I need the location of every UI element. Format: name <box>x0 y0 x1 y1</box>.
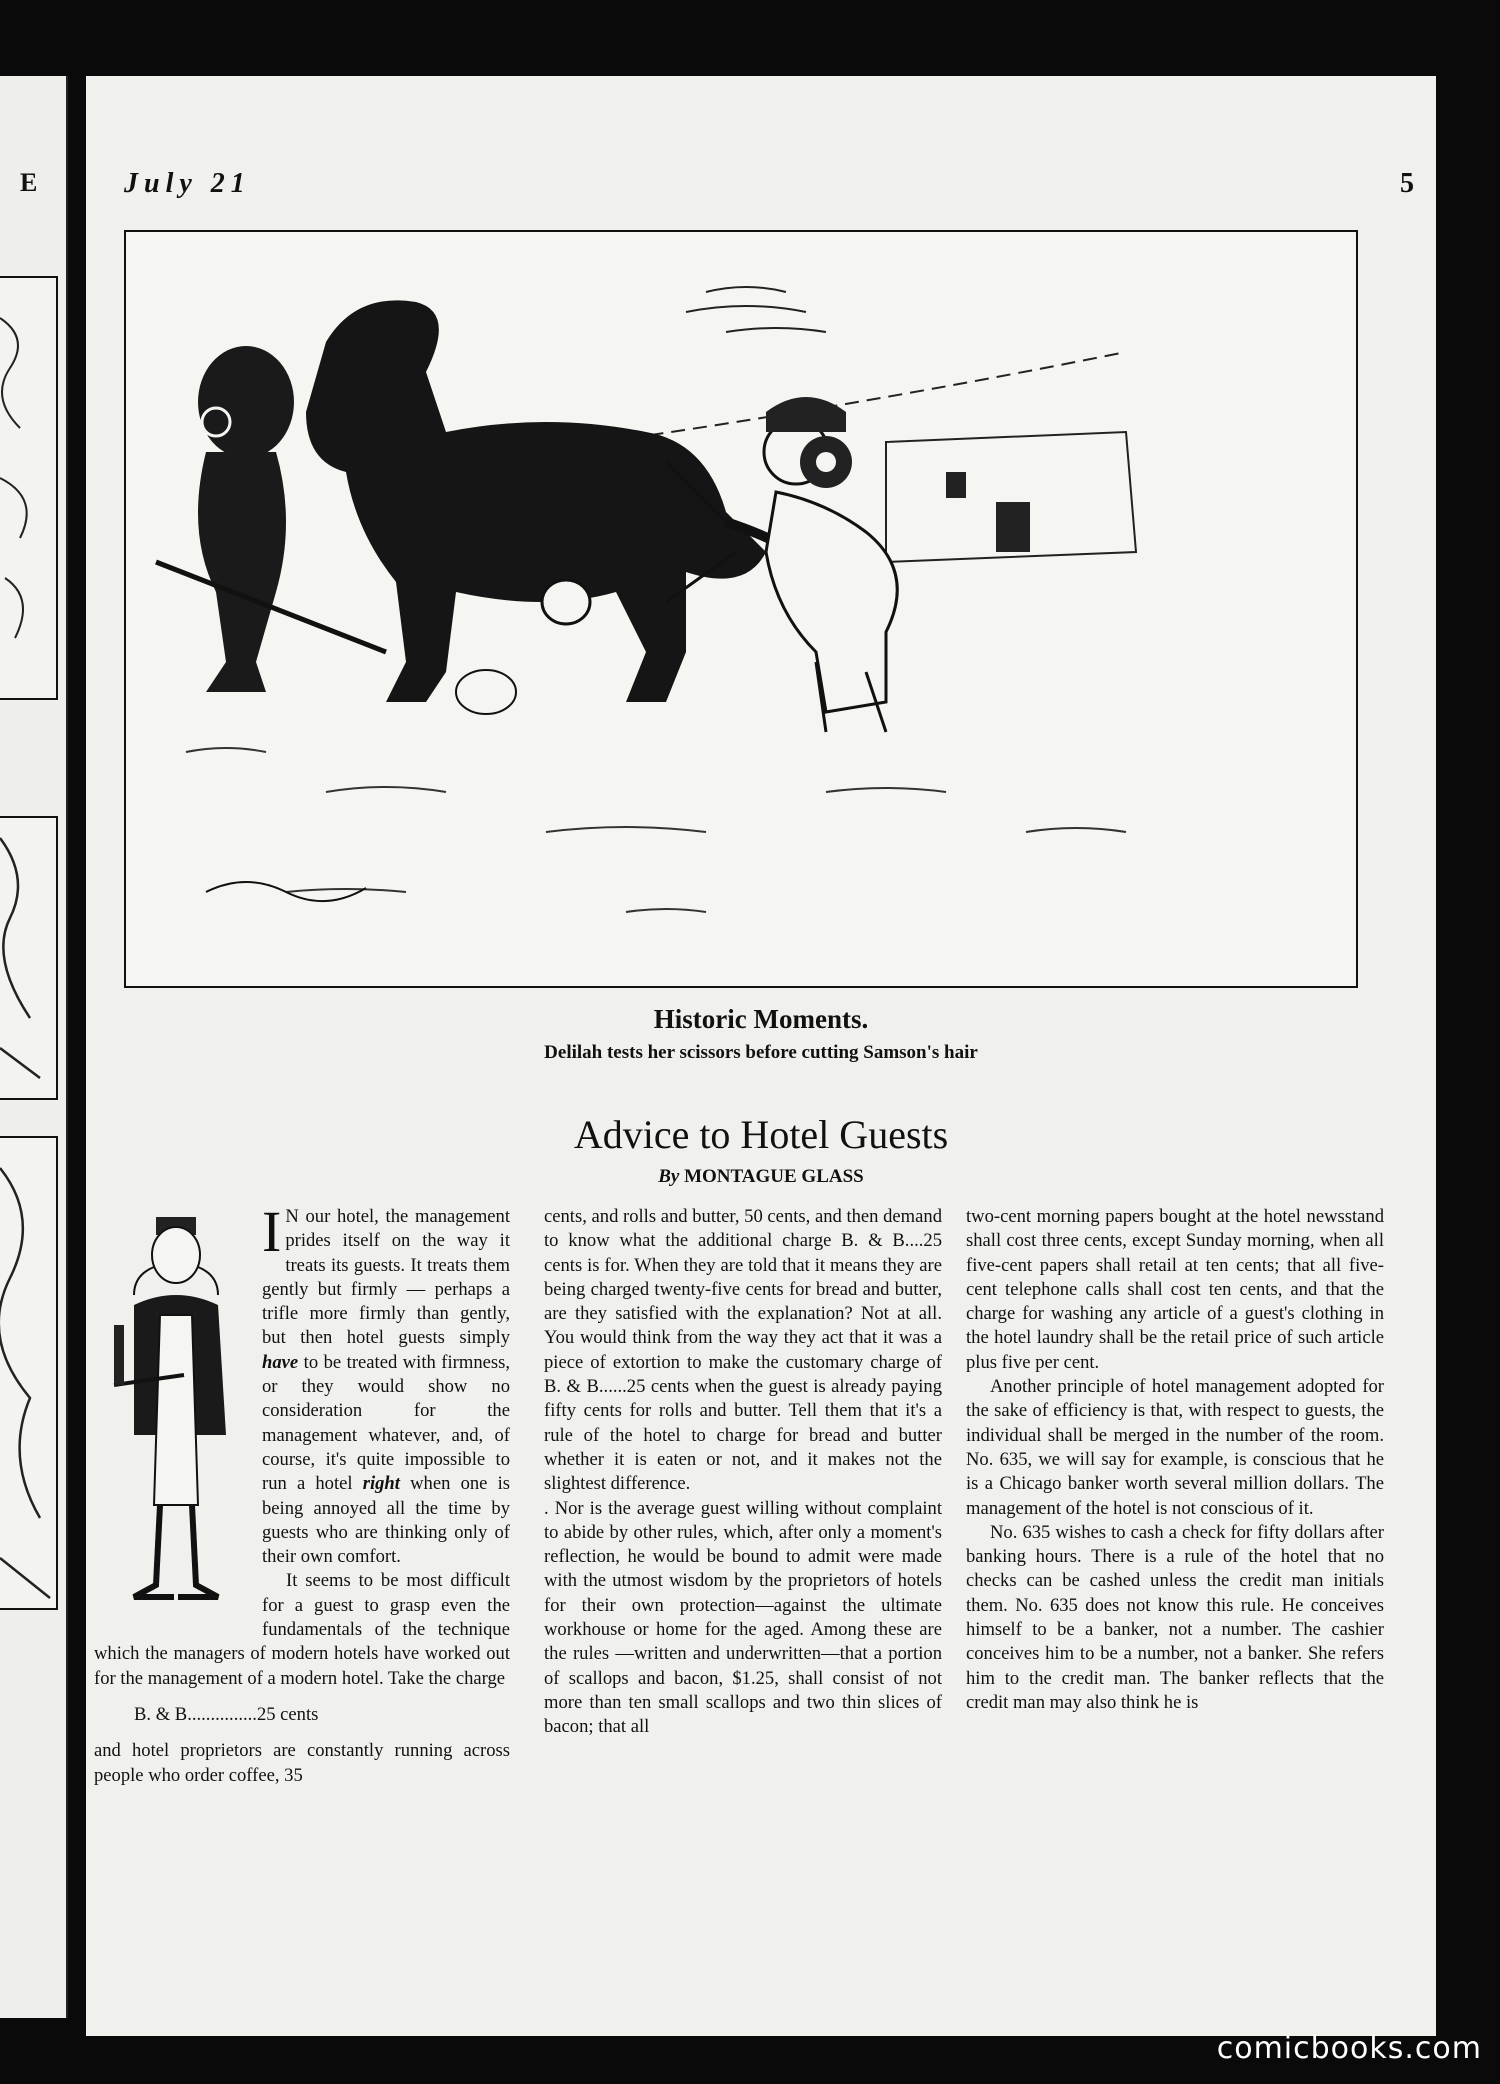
col3-paragraph-2: Another principle of hotel management adopted for the sake of efficiency is that, with respect to guests, the individual shall be merged in the number of the room. No. 635, we will say for example, is conscious that he is a Chicago banker worth several million dollars. The management of the hotel is not conscious of it. <box>966 1376 1384 1519</box>
col1-paragraph-2: It seems to be most difficult for a guest to grasp even the fundamentals of the technique which the managers of modern hotels have worked out for the management of a modern hotel. Take the charge <box>94 1570 510 1689</box>
article-column-1 <box>94 1199 510 1788</box>
article-column-3 <box>966 1205 1384 1715</box>
byline-author: MONTAGUE GLASS <box>684 1166 864 1187</box>
col1-p1-end: when one is being annoyed all the time by guests who are thinking only of their own comfort. <box>262 1473 510 1568</box>
article-column-2 <box>544 1205 942 1740</box>
article-title: Advice to Hotel Guests <box>573 1112 949 1157</box>
left-facing-page <box>0 76 68 2018</box>
cartoon-illustration <box>124 230 1358 988</box>
byline <box>86 1166 1436 1188</box>
source-watermark: comicbooks.com <box>1216 2031 1482 2066</box>
left-page-panel-mid <box>0 816 58 1100</box>
drop-cap: I <box>262 1199 282 1264</box>
col3-paragraph-1: two-cent morning papers bought at the hotel newsstand shall cost three cents, except Sunday morning, when all five-cent papers shall retail at ten cents; that all five-cent telephone calls shall cost ten cents, and that the charge for washing any article of a guest's clothing in the hotel laundry shall be the retail price of such article plus five per cent. <box>966 1206 1384 1373</box>
waiter-illustration <box>94 1205 254 1625</box>
col1-p1-mid: to be treated with firmness, or they would show no consideration for the management whatever, and, of course, it's quite impossible to run a hotel <box>262 1351 510 1495</box>
page-number: 5 <box>1400 168 1414 199</box>
col3-paragraph-3: No. 635 wishes to cash a check for fifty dollars after banking hours. There is a rule of the hotel that no checks can be cashed unless the credit man initials them. No. 635 does not know this rule. He conceives himself to be a banker, not a number. The cashier conceives him to be a number, not a banker. She refers him to the credit man. The banker reflects that the credit man may also think he is <box>966 1521 1384 1713</box>
col1-emphasis-have: have <box>262 1351 299 1373</box>
magazine-page <box>86 76 1436 2036</box>
left-page-letter: E <box>20 168 38 197</box>
left-page-panel-bottom <box>0 1136 58 1610</box>
col2-paragraph-1: cents, and rolls and butter, 50 cents, and then demand to know what the additional charge B. & B....25 cents is for. When they are told that it means they are being charged twenty-five cents for bread and butter, are they satisfied with the explanation? Not at all. You would think from the way they act that it was a piece of extortion to make the customary charge of B. & B......25 cents when the guest is already paying fifty cents for rolls and butter. Tell them that it's a rule of the hotel to charge for bread and butter whether it is eaten or not, and it makes not the slightest difference. <box>544 1206 942 1495</box>
col1-emphasis-right: right <box>362 1473 400 1495</box>
cartoon-caption-title: Historic Moments. <box>653 1004 869 1034</box>
col2-paragraph-2: . Nor is the average guest willing without complaint to abide by other rules, which, after only a moment's reflection, he would be bound to admit were made with the utmost wisdom by the proprietors of hotels for their own protection—against the ultimate workhouse or home for the aged. Among these are the rules —written and underwritten—that a portion of scallops and bacon, $1.25, shall consist of not more than ten small scallops and two thin slices of bacon; that all <box>544 1497 942 1738</box>
left-page-panel-top <box>0 276 58 700</box>
charge-line: B. & B...............25 cents <box>134 1703 319 1725</box>
running-head: July 21 <box>124 168 251 199</box>
cartoon-caption-subtitle: Delilah tests her scissors before cutting Samson's hair <box>544 1042 978 1063</box>
byline-by: By <box>658 1166 680 1187</box>
col1-p1-rest: N our hotel, the management prides itself on the way it treats its guests. It treats them gently but firmly — perhaps a trifle more firmly than gently, but then hotel guests simply <box>262 1206 510 1349</box>
col1-paragraph-3: and hotel proprietors are constantly running across people who order coffee, 35 <box>94 1740 510 1786</box>
